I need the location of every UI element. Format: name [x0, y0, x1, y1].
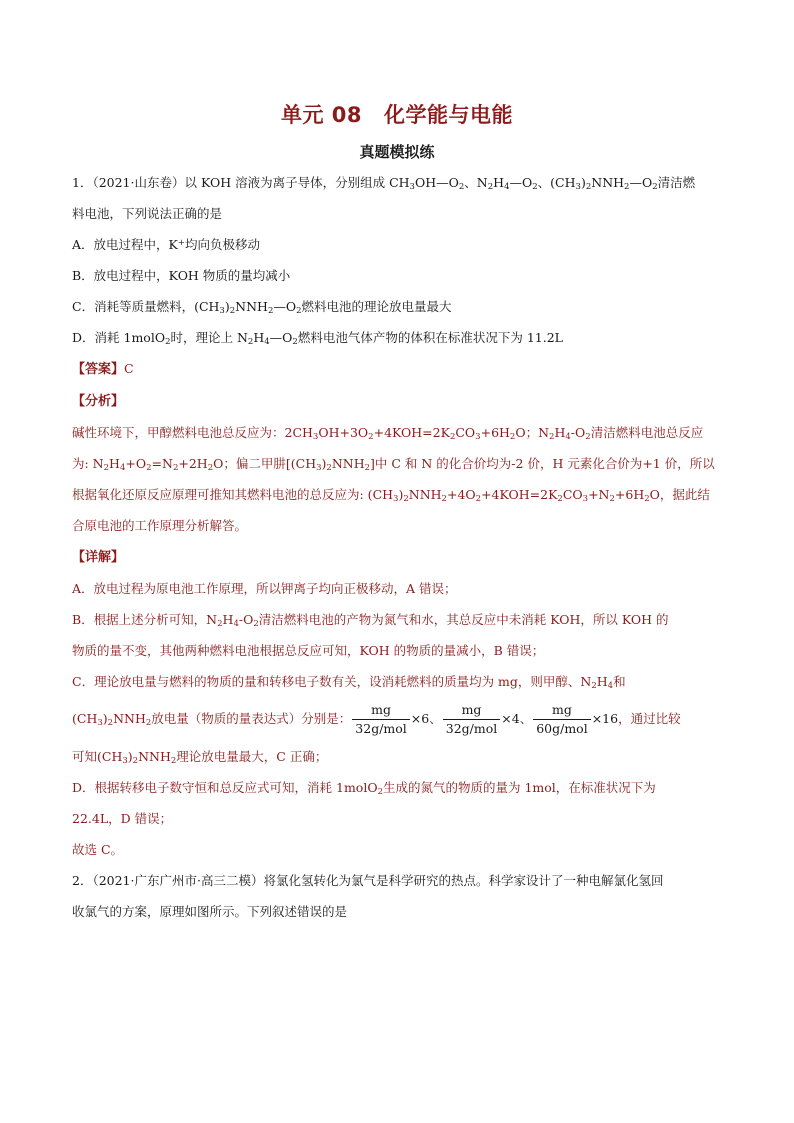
q1-detail-b-line1: B．根据上述分析可知，$N_2H_4-O_2$清洁燃料电池的产物为氮气和水，其总反应中未消耗 KOH，所以 KOH 的 [72, 612, 669, 629]
fraction-methanol: $\frac{mg}{\text{32g/mol}}$ [352, 702, 410, 737]
fraction-udmh: $\frac{mg}{\text{60g/mol}}$ [533, 702, 591, 737]
q1-stem: 1．（2021·山东卷）以 KOH 溶液为离子导体，分别组成 $CH_3OH—O_2$、$N_2H_4—O_2$、$(CH_3)_2NNH_2—O_2$清洁燃 [72, 175, 696, 192]
section-subtitle: 真题模拟练 [359, 143, 435, 161]
q1-stem-line2: 料电池，下列说法正确的是 [72, 206, 223, 221]
q1-answer: 【答案】C [72, 361, 134, 377]
q1-option-b: B．放电过程中，KOH 物质的量均减小 [72, 268, 291, 283]
unit-label: 单元 08 [280, 103, 363, 127]
fraction-hydrazine: $\frac{mg}{\text{32g/mol}}$ [443, 702, 501, 737]
q1-detail-b-line2: 物质的量不变，其他两种燃料电池根据总反应可知，KOH 的物质的量减小，B 错误； [72, 643, 545, 658]
q1-option-d: D．消耗 1molO$_2$时，理论上 $N_2H_4—O_2$燃料电池气体产物的体积在标准状况下为 11.2L [72, 330, 563, 347]
unit-name: 化学能与电能 [384, 103, 514, 127]
q2-stem: 2．（2021·广东广州市·高三二模）将氯化氢转化为氯气是科学研究的热点。科学家设计了一种电解氯化氢回 [72, 873, 664, 888]
q1-analysis-line2: 为: $N_2H_4+O_2=N_2+2H_2O$；偏二甲肼$[(CH_3)_2NNH_2]$中 C 和 N 的化合价均为-2 价，H 元素化合价为+1 价，所以 [72, 456, 715, 473]
unit-title [72, 98, 722, 132]
document-page [72, 98, 722, 927]
q2-stem-line2: 收氯气的方案，原理如图所示。下列叙述错误的是 [72, 904, 348, 919]
q1-conclusion: 故选 C。 [72, 842, 124, 857]
q1-detail-tag: 【详解】 [72, 550, 125, 565]
q1-analysis-line3: 根据氧化还原反应原理可推知其燃料电池的总反应为: $(CH_3)_2NNH_2+4O_2+4KOH=2K_2CO_3+N_2+6H_2O$，据此结 [72, 487, 710, 504]
q1-option-a: A．放电过程中，K+均向负极移动 [72, 237, 261, 252]
q1-option-c: C．消耗等质量燃料，$(CH_3)_2NNH_2—O_2$燃料电池的理论放电量最大 [72, 299, 452, 316]
q1-detail-d-line2: 22.4L，D 错误； [72, 811, 173, 826]
q1-analysis-line4: 合原电池的工作原理分析解答。 [72, 518, 248, 533]
q1-detail-c-line3: 可知$(CH_3)_2NNH_2$理论放电量最大，C 正确； [72, 749, 328, 766]
q1-detail-c-line2: $(CH_3)_2NNH_2$放电量（物质的量表达式）分别是： $\frac{mg}{\text{32g/mol}}$ ×6、 $\frac{mg}{\text{32g/mol}}$ ×4、 $\frac{mg}{\text{60g/mol}}$ ×16，通过比较 [72, 702, 681, 736]
q1-detail-d-line1: D．根据转移电子数守恒和总反应式可知，消耗 1molO$_2$生成的氮气的物质的量为 1mol，在标准状况下为 [72, 780, 656, 797]
q1-analysis-tag: 【分析】 [72, 394, 125, 409]
q1-detail-a: A．放电过程为原电池工作原理，所以钾离子均向正极移动，A 错误； [72, 581, 457, 596]
q1-analysis-line1: 碱性环境下，甲醇燃料电池总反应为：$2CH_3OH+3O_2+4KOH=2K_2CO_3+6H_2O$；$N_2H_4-O_2$清洁燃料电池总反应 [72, 425, 704, 442]
q1-detail-c-line1: C．理论放电量与燃料的物质的量和转移电子数有关，设消耗燃料的质量均为 mg，则甲醇、$N_2H_4$和 [72, 674, 626, 691]
